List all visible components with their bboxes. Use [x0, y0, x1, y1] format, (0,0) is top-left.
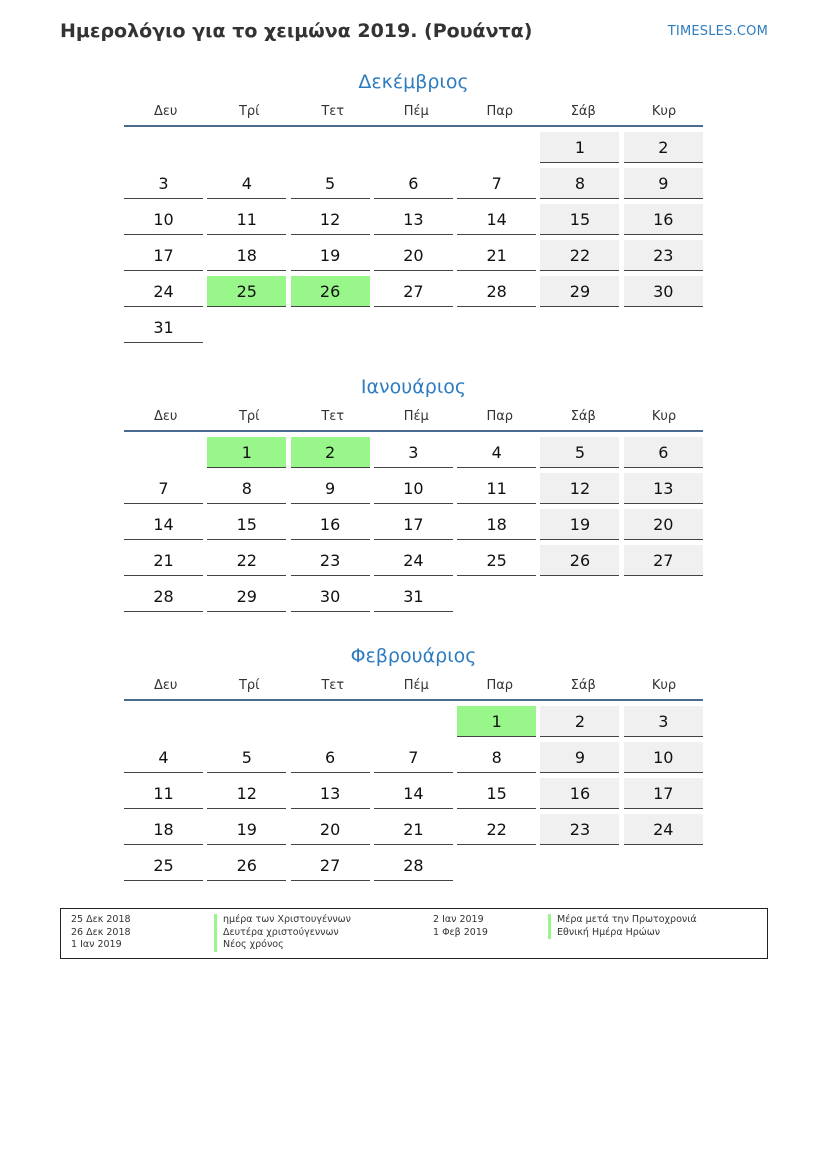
day-cell: 29: [540, 276, 619, 307]
day-cell: 6: [624, 437, 703, 468]
legend-holiday-name: Μέρα μετά την Πρωτοχρονιά: [548, 914, 697, 927]
day-cell: 21: [457, 240, 536, 271]
day-cell: 7: [457, 168, 536, 199]
day-cell: 9: [291, 473, 370, 504]
day-cell: 12: [291, 204, 370, 235]
weekday-label: Δευ: [154, 104, 178, 119]
day-cell: 9: [540, 742, 619, 773]
day-cell: 14: [374, 778, 453, 809]
day-cell: 9: [624, 168, 703, 199]
weekday-label: Τετ: [321, 678, 345, 693]
day-cell: 18: [207, 240, 286, 271]
weekday-label: Τρί: [238, 409, 260, 424]
day-cell: 27: [291, 850, 370, 881]
empty-day-cell: [540, 581, 619, 612]
week-row: [124, 276, 703, 312]
weekday-header: [124, 675, 703, 701]
day-cell: 28: [457, 276, 536, 307]
day-cell: 4: [207, 168, 286, 199]
day-cell: 22: [540, 240, 619, 271]
month-title: Ιανουάριος: [360, 376, 467, 398]
day-cell: 11: [457, 473, 536, 504]
day-cell: 13: [624, 473, 703, 504]
day-cell: 6: [374, 168, 453, 199]
page-header: [60, 20, 768, 46]
day-cell: 10: [124, 204, 203, 235]
month-title: Φεβρουάριος: [350, 645, 477, 667]
day-cell: 8: [457, 742, 536, 773]
day-cell: 16: [540, 778, 619, 809]
weekday-label: Σάβ: [570, 104, 596, 119]
empty-day-cell: [291, 706, 370, 737]
legend-names-right: [548, 914, 697, 939]
day-cell: 19: [207, 814, 286, 845]
day-cell: 2: [624, 132, 703, 163]
holiday-day-cell: 1: [457, 706, 536, 737]
weekday-label: Σάβ: [570, 678, 596, 693]
weekday-label: Δευ: [154, 678, 178, 693]
legend-date: 1 Ιαν 2019: [71, 939, 122, 950]
week-row: [124, 814, 703, 850]
day-cell: 26: [540, 545, 619, 576]
day-cell: 27: [624, 545, 703, 576]
day-cell: 12: [207, 778, 286, 809]
empty-day-cell: [374, 312, 453, 343]
weekday-label: Κυρ: [651, 409, 677, 424]
weekday-label: Πέμ: [403, 104, 429, 119]
week-row: [124, 778, 703, 814]
day-cell: 18: [124, 814, 203, 845]
day-cell: 17: [624, 778, 703, 809]
holiday-day-cell: 2: [291, 437, 370, 468]
empty-day-cell: [124, 437, 203, 468]
legend-date: 25 Δεκ 2018: [71, 914, 131, 925]
empty-day-cell: [291, 312, 370, 343]
empty-day-cell: [540, 850, 619, 881]
holiday-day-cell: 26: [291, 276, 370, 307]
day-cell: 29: [207, 581, 286, 612]
day-cell: 23: [624, 240, 703, 271]
week-row: [124, 437, 703, 473]
day-cell: 30: [624, 276, 703, 307]
empty-day-cell: [457, 581, 536, 612]
empty-day-cell: [124, 706, 203, 737]
day-cell: 15: [457, 778, 536, 809]
empty-day-cell: [624, 850, 703, 881]
day-cell: 10: [374, 473, 453, 504]
day-cell: 28: [124, 581, 203, 612]
empty-day-cell: [457, 132, 536, 163]
month-january: [124, 372, 703, 617]
legend-date: 2 Ιαν 2019: [433, 914, 484, 925]
day-cell: 26: [207, 850, 286, 881]
brand-link[interactable]: TIMESLES.COM: [667, 24, 768, 39]
legend-dates-left: [71, 914, 131, 952]
day-cell: 20: [374, 240, 453, 271]
weekday-label: Δευ: [154, 409, 178, 424]
day-cell: 22: [457, 814, 536, 845]
week-row: [124, 545, 703, 581]
day-cell: 19: [540, 509, 619, 540]
day-cell: 11: [207, 204, 286, 235]
month-weeks: [124, 706, 703, 886]
week-row: [124, 742, 703, 778]
week-row: [124, 509, 703, 545]
day-cell: 15: [207, 509, 286, 540]
weekday-label: Σάβ: [570, 409, 596, 424]
empty-day-cell: [374, 706, 453, 737]
day-cell: 5: [540, 437, 619, 468]
weekday-label: Παρ: [486, 104, 514, 119]
day-cell: 23: [540, 814, 619, 845]
day-cell: 24: [124, 276, 203, 307]
empty-day-cell: [374, 132, 453, 163]
day-cell: 6: [291, 742, 370, 773]
day-cell: 8: [207, 473, 286, 504]
week-row: [124, 204, 703, 240]
legend-dates-right: [433, 914, 488, 939]
day-cell: 3: [124, 168, 203, 199]
day-cell: 13: [291, 778, 370, 809]
legend-names-left: [214, 914, 351, 952]
empty-day-cell: [207, 312, 286, 343]
weekday-label: Παρ: [486, 678, 514, 693]
day-cell: 31: [374, 581, 453, 612]
day-cell: 16: [291, 509, 370, 540]
day-cell: 1: [540, 132, 619, 163]
day-cell: 18: [457, 509, 536, 540]
day-cell: 20: [624, 509, 703, 540]
legend-holiday-name: ημέρα των Χριστουγέννων: [214, 914, 351, 927]
day-cell: 11: [124, 778, 203, 809]
day-cell: 2: [540, 706, 619, 737]
legend-holiday-name: Νέος χρόνος: [214, 939, 351, 952]
month-february: [124, 641, 703, 886]
day-cell: 27: [374, 276, 453, 307]
empty-day-cell: [457, 312, 536, 343]
week-row: [124, 850, 703, 886]
empty-day-cell: [457, 850, 536, 881]
legend-holiday-name: Εθνική Ημέρα Ηρώων: [548, 927, 697, 940]
day-cell: 20: [291, 814, 370, 845]
day-cell: 5: [291, 168, 370, 199]
day-cell: 17: [374, 509, 453, 540]
weekday-label: Τρί: [238, 104, 260, 119]
day-cell: 22: [207, 545, 286, 576]
month-december: [124, 67, 703, 348]
day-cell: 14: [457, 204, 536, 235]
day-cell: 10: [624, 742, 703, 773]
day-cell: 17: [124, 240, 203, 271]
month-title: Δεκέμβριος: [358, 71, 469, 93]
legend-holiday-name: Δευτέρα χριστούγεννων: [214, 927, 351, 940]
week-row: [124, 312, 703, 348]
holiday-legend: [60, 908, 768, 959]
weekday-label: Τετ: [321, 104, 345, 119]
holiday-day-cell: 1: [207, 437, 286, 468]
legend-date: 1 Φεβ 2019: [433, 926, 488, 938]
holiday-day-cell: 25: [207, 276, 286, 307]
weekday-label: Κυρ: [651, 678, 677, 693]
weekday-header: [124, 101, 703, 127]
month-weeks: [124, 437, 703, 617]
week-row: [124, 581, 703, 617]
weekday-label: Τετ: [321, 409, 345, 424]
day-cell: 4: [457, 437, 536, 468]
day-cell: 31: [124, 312, 203, 343]
day-cell: 21: [124, 545, 203, 576]
legend-date: 26 Δεκ 2018: [71, 926, 131, 938]
day-cell: 30: [291, 581, 370, 612]
week-row: [124, 706, 703, 742]
page-title: Ημερολόγιο για το χειμώνα 2019. (Ρουάντα): [60, 20, 533, 42]
day-cell: 14: [124, 509, 203, 540]
weekday-label: Παρ: [486, 409, 514, 424]
day-cell: 24: [624, 814, 703, 845]
day-cell: 25: [457, 545, 536, 576]
day-cell: 24: [374, 545, 453, 576]
day-cell: 7: [374, 742, 453, 773]
day-cell: 8: [540, 168, 619, 199]
day-cell: 16: [624, 204, 703, 235]
empty-day-cell: [291, 132, 370, 163]
day-cell: 28: [374, 850, 453, 881]
day-cell: 23: [291, 545, 370, 576]
week-row: [124, 168, 703, 204]
day-cell: 13: [374, 204, 453, 235]
week-row: [124, 240, 703, 276]
day-cell: 3: [624, 706, 703, 737]
week-row: [124, 132, 703, 168]
day-cell: 25: [124, 850, 203, 881]
empty-day-cell: [207, 706, 286, 737]
week-row: [124, 473, 703, 509]
day-cell: 7: [124, 473, 203, 504]
empty-day-cell: [207, 132, 286, 163]
weekday-label: Πέμ: [403, 678, 429, 693]
day-cell: 21: [374, 814, 453, 845]
day-cell: 5: [207, 742, 286, 773]
month-weeks: [124, 132, 703, 348]
weekday-header: [124, 406, 703, 432]
day-cell: 4: [124, 742, 203, 773]
day-cell: 3: [374, 437, 453, 468]
day-cell: 19: [291, 240, 370, 271]
empty-day-cell: [540, 312, 619, 343]
weekday-label: Πέμ: [403, 409, 429, 424]
empty-day-cell: [624, 312, 703, 343]
weekday-label: Κυρ: [651, 104, 677, 119]
empty-day-cell: [624, 581, 703, 612]
day-cell: 12: [540, 473, 619, 504]
day-cell: 15: [540, 204, 619, 235]
empty-day-cell: [124, 132, 203, 163]
weekday-label: Τρί: [238, 678, 260, 693]
